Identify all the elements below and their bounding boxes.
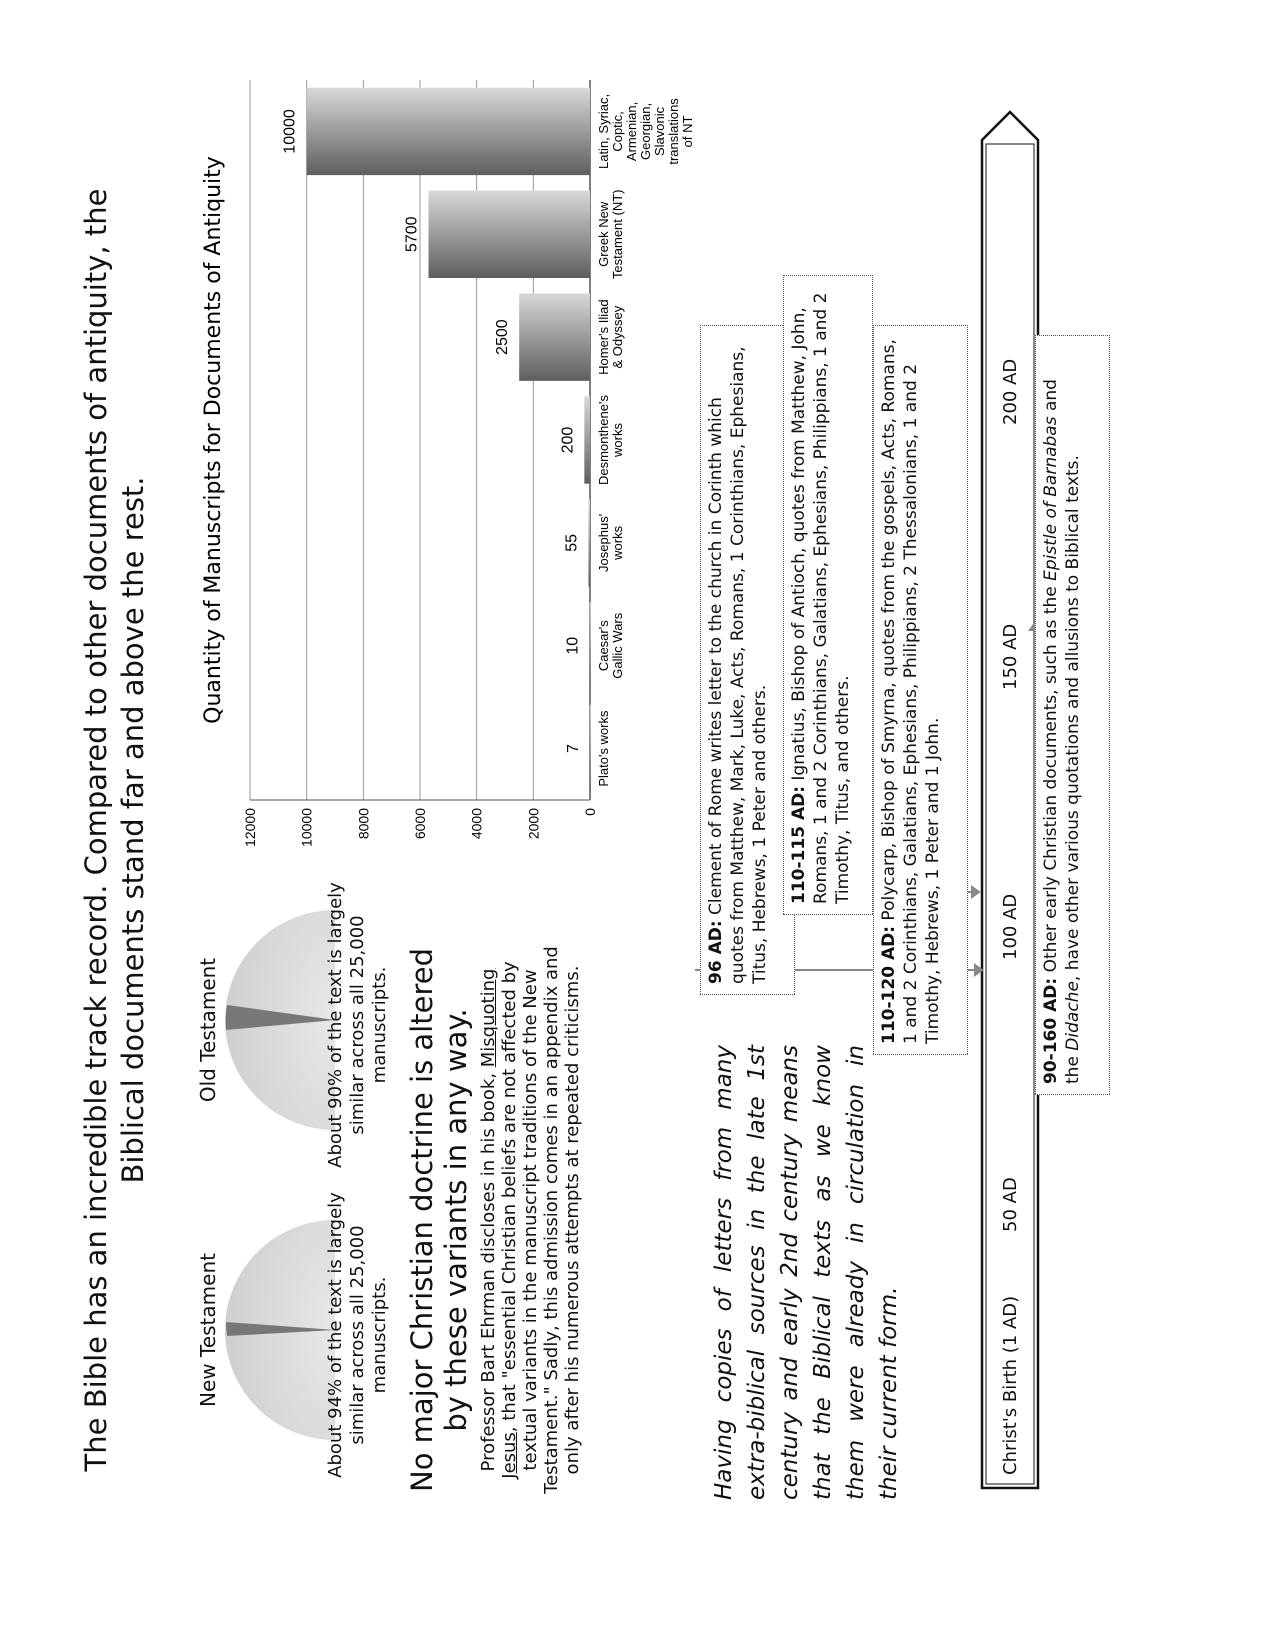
y-tick-label: 8000 xyxy=(355,808,372,840)
event-italic: Epistle of Barnabas xyxy=(1041,416,1061,581)
category-label: Greek NewTestament (NT) xyxy=(596,189,625,280)
event-text: Other early Christian documents, such as the xyxy=(1041,580,1061,978)
book-title: Misquoting Jesus xyxy=(478,968,520,1479)
doctrine-text-before: Professor Bart Ehrman discloses in his book, xyxy=(478,1067,499,1472)
timeline-label: Christ's Birth (1 AD) xyxy=(1000,1295,1021,1475)
event-italic: Didache xyxy=(1063,981,1083,1051)
category-label: Desmonthene'sworks xyxy=(596,395,625,485)
event-text: Ignatius, Bishop of Antioch, quotes from Matthew, John, Romans, 1 and 2 Corinthians, Galatians, Ephesians, Philippians, 1 and 2 Timothy, Titus, and others. xyxy=(789,292,853,904)
nt-pie-title: New Testament xyxy=(196,1253,220,1407)
ot-pie-title: Old Testament xyxy=(196,957,220,1103)
data-label: 200 xyxy=(559,426,577,454)
y-tick-label: 10000 xyxy=(298,808,315,847)
data-label: 5700 xyxy=(403,216,421,253)
data-label: 7 xyxy=(564,744,582,754)
category-label: Plato's works xyxy=(596,710,611,787)
data-label: 10 xyxy=(564,636,582,655)
timeline-label: 200 AD xyxy=(1000,358,1021,425)
y-tick-label: 12000 xyxy=(242,808,258,847)
nt-pie-caption: About 94% of the text is largely similar across all 25,000 manuscripts. xyxy=(325,1192,390,1478)
event-date: 110-120 AD: xyxy=(879,925,899,1044)
event-text: and the xyxy=(1041,379,1083,1084)
timeline-label: 100 AD xyxy=(1000,893,1021,960)
event-date: 110-115 AD: xyxy=(789,785,809,904)
y-tick-label: 4000 xyxy=(468,808,485,840)
chart-title: Quantity of Manuscripts for Documents of Antiquity xyxy=(201,156,226,724)
doctrine-headline: No major Christian doctrine is altered by these variants in any way. xyxy=(405,948,473,1492)
data-label: 2500 xyxy=(494,319,512,355)
data-label: 10000 xyxy=(281,109,299,154)
ot-pie-caption: About 90% of the text is largely similar across all 25,000 manuscripts. xyxy=(325,882,390,1168)
event-box-110-120ad xyxy=(873,325,968,1055)
timeline-label: 150 AD xyxy=(1000,623,1021,690)
event-date: 90-160 AD: xyxy=(1041,977,1061,1084)
y-tick-label: 0 xyxy=(582,808,598,816)
category-label: Caesar'sGallic Wars xyxy=(596,612,625,679)
event-text: , have other various quotations and allusions to Biblical texts. xyxy=(1063,455,1083,982)
timeline-label: 50 AD xyxy=(1000,1177,1021,1232)
y-tick-label: 6000 xyxy=(412,808,428,840)
italic-note: Having copies of letters from many extra-biblical sources in the late 1st century and early 2nd century means that the Biblical texts as we know them were already in circulation in their current form. xyxy=(711,1045,902,1500)
doctrine-text-after: , that "essential Christian beliefs are not affected by textual variants in the manuscript traditions of the New Testament." Sadly, this admission comes in an appendix and only after his numerous attempts at repeated criticisms. xyxy=(499,946,583,1494)
event-box-90-160ad xyxy=(1035,335,1110,1095)
event-box-96ad xyxy=(700,325,795,995)
category-label: Josephus'works xyxy=(596,513,625,572)
category-label: Latin, Syriac,Coptic,Armenian,Georgian,Slavonictranslationsof NT xyxy=(596,93,695,170)
event-text: Clement of Rome writes letter to the church in Corinth which quotes from Matthew, Mark, Luke, Acts, Romans, 1 Corinthians, Ephesians, Titus, Hebrews, 1 Peter and others. xyxy=(706,346,770,984)
category-label: Homer's Iliad& Odyssey xyxy=(596,299,625,375)
page-heading: The Bible has an incredible track record. Compared to other documents of antiquity, the Biblical documents stand far and above the rest. xyxy=(79,188,150,1472)
event-box-110-115ad xyxy=(783,275,873,915)
event-date: 96 AD: xyxy=(706,920,726,984)
data-label: 55 xyxy=(563,533,581,552)
y-tick-label: 2000 xyxy=(525,808,542,840)
event-text: Polycarp, Bishop of Smyrna, quotes from the gospels, Acts, Romans, 1 and 2 Corinthians, Galatians, Ephesians, Philippians, 2 Thessalonians, 1 and 2 Timothy, Hebrews, 1 Peter and 1 John. xyxy=(879,339,943,1044)
